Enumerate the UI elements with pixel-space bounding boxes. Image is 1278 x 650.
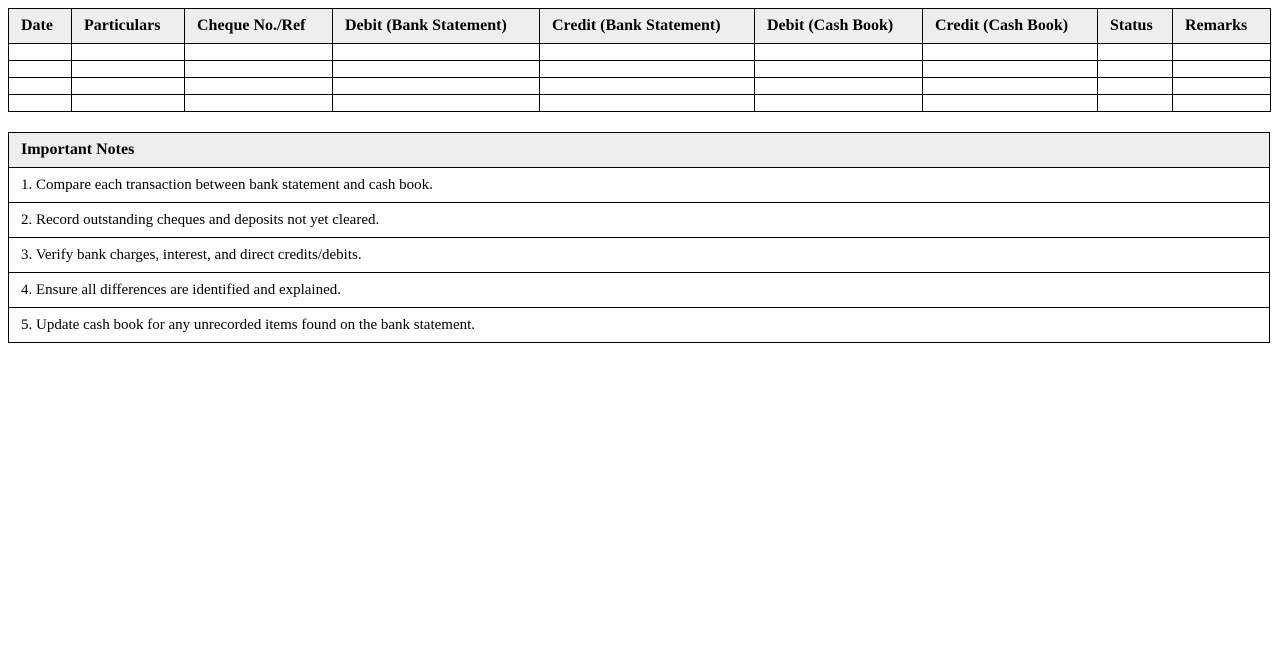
- table-cell[interactable]: [1173, 61, 1271, 78]
- table-row: [9, 95, 1271, 112]
- notes-heading: Important Notes: [9, 133, 1270, 168]
- table-row: [9, 44, 1271, 61]
- table-cell[interactable]: [9, 95, 72, 112]
- note-row: [9, 308, 1270, 343]
- column-header-debit-cashbook: Debit (Cash Book): [755, 9, 923, 44]
- table-cell[interactable]: [540, 61, 755, 78]
- table-cell[interactable]: [923, 61, 1098, 78]
- note-row: [9, 238, 1270, 273]
- note-row: [9, 273, 1270, 308]
- table-cell[interactable]: [1098, 44, 1173, 61]
- table-cell[interactable]: [333, 78, 540, 95]
- important-notes-table: [8, 132, 1270, 343]
- table-cell[interactable]: [333, 61, 540, 78]
- column-header-remarks: Remarks: [1173, 9, 1271, 44]
- table-cell[interactable]: [72, 61, 185, 78]
- column-header-particulars: Particulars: [72, 9, 185, 44]
- table-cell[interactable]: [185, 61, 333, 78]
- table-cell[interactable]: [755, 44, 923, 61]
- table-cell[interactable]: [540, 78, 755, 95]
- reconciliation-table: [8, 8, 1271, 112]
- column-header-date: Date: [9, 9, 72, 44]
- note-item: 3. Verify bank charges, interest, and direct credits/debits.: [9, 238, 1270, 273]
- table-cell[interactable]: [333, 95, 540, 112]
- table-cell[interactable]: [9, 44, 72, 61]
- table-cell[interactable]: [1173, 78, 1271, 95]
- table-cell[interactable]: [72, 95, 185, 112]
- note-item: 5. Update cash book for any unrecorded items found on the bank statement.: [9, 308, 1270, 343]
- table-cell[interactable]: [185, 44, 333, 61]
- table-row: [9, 78, 1271, 95]
- table-cell[interactable]: [185, 95, 333, 112]
- note-item: 1. Compare each transaction between bank statement and cash book.: [9, 168, 1270, 203]
- notes-header-row: [9, 133, 1270, 168]
- table-cell[interactable]: [9, 78, 72, 95]
- table-cell[interactable]: [1098, 95, 1173, 112]
- table-cell[interactable]: [185, 78, 333, 95]
- table-cell[interactable]: [755, 95, 923, 112]
- table-cell[interactable]: [755, 78, 923, 95]
- column-header-credit-cashbook: Credit (Cash Book): [923, 9, 1098, 44]
- note-item: 2. Record outstanding cheques and deposits not yet cleared.: [9, 203, 1270, 238]
- note-row: [9, 168, 1270, 203]
- column-header-credit-bank: Credit (Bank Statement): [540, 9, 755, 44]
- column-header-cheque-ref: Cheque No./Ref: [185, 9, 333, 44]
- table-cell[interactable]: [540, 44, 755, 61]
- table-cell[interactable]: [333, 44, 540, 61]
- table-cell[interactable]: [1098, 61, 1173, 78]
- table-row: [9, 61, 1271, 78]
- table-cell[interactable]: [540, 95, 755, 112]
- table-cell[interactable]: [923, 95, 1098, 112]
- table-cell[interactable]: [1173, 44, 1271, 61]
- table-cell[interactable]: [72, 78, 185, 95]
- note-item: 4. Ensure all differences are identified and explained.: [9, 273, 1270, 308]
- table-cell[interactable]: [755, 61, 923, 78]
- table-cell[interactable]: [9, 61, 72, 78]
- table-cell[interactable]: [1173, 95, 1271, 112]
- column-header-status: Status: [1098, 9, 1173, 44]
- column-header-debit-bank: Debit (Bank Statement): [333, 9, 540, 44]
- table-cell[interactable]: [72, 44, 185, 61]
- note-row: [9, 203, 1270, 238]
- table-cell[interactable]: [923, 78, 1098, 95]
- table-cell[interactable]: [923, 44, 1098, 61]
- table-cell[interactable]: [1098, 78, 1173, 95]
- header-row: [9, 9, 1271, 44]
